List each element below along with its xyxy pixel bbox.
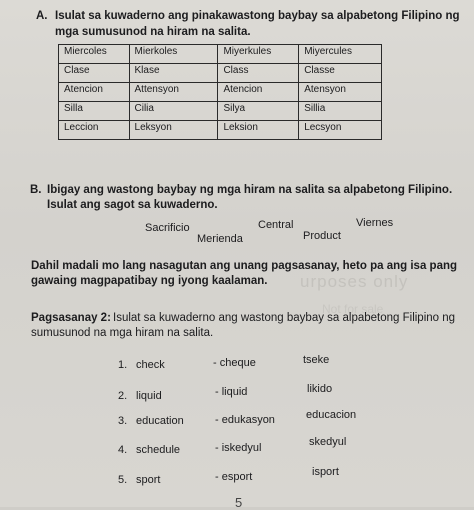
table-cell: Leksion <box>218 121 299 140</box>
pagsasanay-2-instruction-line2: sumusunod na mga hiram na salita. <box>31 327 214 339</box>
pagsasanay-2-label: Pagsasanay 2: <box>31 312 111 324</box>
item-option-1: - liquid <box>215 386 248 398</box>
section-a-instruction-line1: Isulat sa kuwaderno ang pinakawastong baybay sa alpabetong Filipino ng <box>55 10 460 22</box>
table-cell: Class <box>218 64 299 83</box>
table-row <box>59 45 382 64</box>
item-option-1: - esport <box>215 471 253 483</box>
word-merienda: Merienda <box>197 233 243 245</box>
item-option-2: educacion <box>306 409 357 421</box>
item-word: education <box>136 415 184 427</box>
item-option-1: - iskedyul <box>215 442 262 454</box>
table-cell: Cilia <box>129 102 218 121</box>
section-a-instruction-line2: mga sumusunod na hiram na salita. <box>55 26 251 38</box>
table-cell: Mierkoles <box>129 45 218 64</box>
watermark-text: urposes only <box>300 272 409 291</box>
spelling-table <box>58 44 382 140</box>
item-option-2: likido <box>307 383 333 395</box>
table-cell: Miercoles <box>59 45 130 64</box>
table-cell: Atensyon <box>299 83 382 102</box>
table-cell: Silya <box>218 102 299 121</box>
item-option-1: - cheque <box>213 357 256 369</box>
watermark-text-secondary: Not for sale <box>322 302 384 316</box>
item-word: sport <box>136 474 161 486</box>
table-cell: Leksyon <box>129 121 218 140</box>
item-option-2: skedyul <box>309 436 347 448</box>
table-cell: Clase <box>59 64 130 83</box>
word-product: Product <box>303 230 341 242</box>
section-a-letter: A. <box>36 10 48 22</box>
word-viernes: Viernes <box>356 217 394 229</box>
table-cell: Klase <box>129 64 218 83</box>
page-number: 5 <box>235 495 243 510</box>
table-row <box>59 64 382 83</box>
section-b-letter: B. <box>30 184 42 196</box>
word-central: Central <box>258 219 294 231</box>
table-cell: Classe <box>299 64 382 83</box>
item-number: 2. <box>118 390 128 402</box>
item-word: schedule <box>136 444 181 456</box>
item-option-2: tseke <box>303 354 330 366</box>
item-option-1: - edukasyon <box>215 414 275 426</box>
item-number: 1. <box>118 359 128 371</box>
table-cell: Atencion <box>59 83 130 102</box>
table-row <box>59 83 382 102</box>
table-cell: Miyerkules <box>218 45 299 64</box>
table-row <box>59 121 382 140</box>
item-number: 4. <box>118 444 128 456</box>
intro-line1: Dahil madali mo lang nasagutan ang unang pagsasanay, heto pa ang isa pang <box>31 260 458 272</box>
item-word: liquid <box>136 390 162 402</box>
item-word: check <box>136 359 165 371</box>
table-cell: Leccion <box>59 121 130 140</box>
table-cell: Miyercules <box>299 45 382 64</box>
word-sacrificio: Sacrificio <box>145 222 190 234</box>
table-row <box>59 102 382 121</box>
intro-line2: gawaing magpapatibay ng iyong kaalaman. <box>31 275 268 287</box>
item-number: 5. <box>118 474 128 486</box>
pagsasanay-2-instruction-line1: Isulat sa kuwaderno ang wastong baybay sa alpabetong Filipino ng <box>113 312 456 324</box>
table-cell: Attensyon <box>129 83 218 102</box>
table-cell: Atencion <box>218 83 299 102</box>
table-cell: Lecsyon <box>299 121 382 140</box>
table-cell: Sillia <box>299 102 382 121</box>
item-option-2: isport <box>312 466 339 478</box>
table-cell: Silla <box>59 102 130 121</box>
section-b-instruction-line1: Ibigay ang wastong baybay ng mga hiram na salita sa alpabetong Filipino. <box>47 184 453 196</box>
section-b-instruction-line2: Isulat ang sagot sa kuwaderno. <box>47 199 218 211</box>
item-number: 3. <box>118 415 128 427</box>
